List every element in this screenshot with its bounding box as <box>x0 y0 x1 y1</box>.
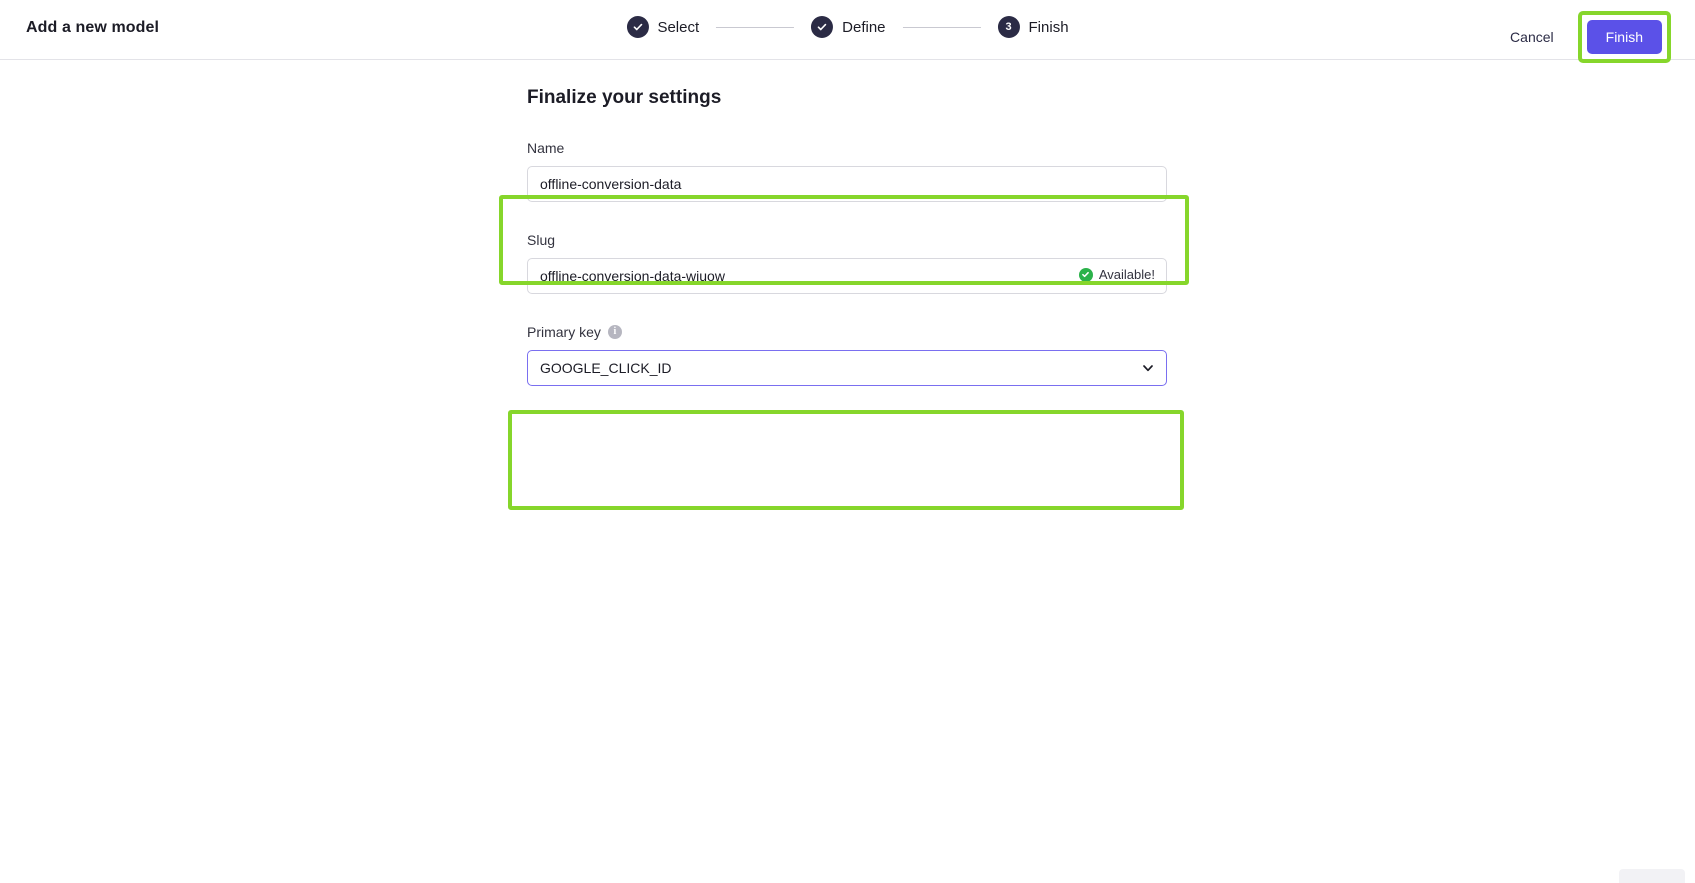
top-bar <box>0 0 1695 60</box>
check-icon <box>811 16 833 38</box>
finish-button[interactable]: Finish <box>1587 20 1662 54</box>
info-icon[interactable]: i <box>608 325 622 339</box>
finish-button-highlight <box>1578 11 1671 63</box>
step-select-label: Select <box>657 18 700 36</box>
page-title: Add a new model <box>26 19 160 36</box>
field-slug <box>527 232 1167 294</box>
step-finish[interactable] <box>998 16 1069 38</box>
slug-input[interactable] <box>527 258 1167 294</box>
name-label: Name <box>527 140 565 156</box>
field-primary-key <box>527 324 1167 386</box>
form-heading: Finalize your settings <box>527 87 722 108</box>
step-define-label: Define <box>842 18 886 36</box>
step-number-badge: 3 <box>998 16 1020 38</box>
check-icon <box>626 16 648 38</box>
settings-form <box>527 87 1167 386</box>
cancel-button[interactable]: Cancel <box>1500 20 1564 54</box>
slug-row <box>527 258 1167 294</box>
primary-key-label <box>527 324 1167 340</box>
step-define[interactable] <box>811 16 885 38</box>
step-connector-1 <box>716 27 794 28</box>
primary-key-label-text: Primary key <box>527 324 601 340</box>
name-input[interactable] <box>527 166 1167 202</box>
primary-key-select[interactable] <box>527 350 1167 386</box>
step-finish-label: Finish <box>1028 18 1069 36</box>
primary-key-field-highlight <box>508 410 1184 510</box>
step-select[interactable] <box>626 16 699 38</box>
slug-availability-status <box>1079 267 1155 282</box>
field-name <box>527 140 1167 202</box>
primary-key-selected-value: GOOGLE_CLICK_ID <box>540 360 672 376</box>
slug-status-text: Available! <box>1098 267 1155 282</box>
slug-label: Slug <box>527 232 556 248</box>
top-bar-actions <box>1500 11 1671 63</box>
wizard-stepper <box>626 16 1068 38</box>
corner-stub <box>1619 869 1685 883</box>
step-connector-2 <box>903 27 981 28</box>
check-circle-icon <box>1079 268 1093 282</box>
primary-key-select-wrap <box>527 350 1167 386</box>
